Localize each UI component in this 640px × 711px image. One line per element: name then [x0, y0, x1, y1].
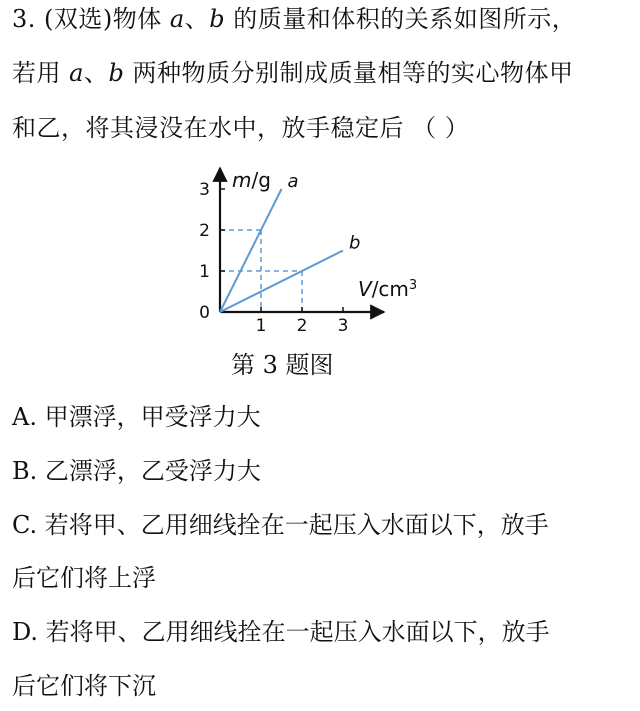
- question-text: 的质量和体积的关系如图所示，: [233, 5, 577, 33]
- origin-label: 0: [199, 303, 210, 323]
- figure-caption: 第 3 题图: [231, 351, 334, 379]
- option-b[interactable]: B. 乙漂浮，乙受浮力大: [12, 457, 261, 485]
- series-line-a: [220, 189, 282, 312]
- series-line-b: [220, 251, 343, 313]
- option-a[interactable]: A. 甲漂浮，甲受浮力大: [12, 403, 261, 431]
- substance-a-label: a: [169, 5, 185, 33]
- question-stem-line-3: 和乙，将其浸没在水中，放手稳定后 （ ）: [12, 114, 470, 142]
- mass-volume-chart: [190, 160, 440, 340]
- y-axis-variable: m: [232, 168, 252, 192]
- series-label-b: b: [349, 232, 361, 254]
- option-c[interactable]: C. 若将甲、乙用细线拴在一起压入水面以下，放手: [12, 511, 549, 539]
- option-c-continuation[interactable]: 后它们将上浮: [12, 564, 156, 592]
- separator: 、: [83, 59, 109, 87]
- question-text: 物体: [112, 5, 162, 33]
- substance-b-label: b: [209, 5, 226, 33]
- x-axis-unit: /cm: [371, 277, 409, 301]
- x-axis-label: [358, 277, 417, 301]
- question-text: 两种物质分别制成质量相等的实心物体甲: [132, 59, 574, 87]
- question-stem-line-1: [12, 4, 576, 34]
- option-d[interactable]: D. 若将甲、乙用细线拴在一起压入水面以下，放手: [12, 618, 550, 646]
- separator: 、: [184, 5, 210, 33]
- y-tick-label-3: 3: [199, 180, 210, 200]
- y-tick-label-2: 2: [199, 221, 210, 241]
- question-stem-line-2: [12, 58, 573, 88]
- question-type: (双选): [44, 5, 113, 33]
- option-d-continuation[interactable]: 后它们将下沉: [12, 672, 156, 700]
- mass-volume-figure: [190, 160, 440, 340]
- x-axis-unit-superscript: 3: [408, 277, 418, 293]
- series-label-a: a: [287, 171, 299, 192]
- question-text: 若用: [12, 59, 61, 87]
- chart-layer: [199, 168, 384, 336]
- x-tick-label-1: 1: [255, 316, 267, 336]
- substance-b-label: b: [108, 59, 125, 87]
- question-number: 3.: [12, 5, 36, 33]
- y-tick-label-1: 1: [199, 262, 210, 282]
- substance-a-label: a: [69, 59, 84, 87]
- y-axis-unit: /g: [251, 168, 271, 192]
- x-tick-label-2: 2: [296, 316, 308, 336]
- x-tick-label-3: 3: [337, 316, 349, 336]
- x-axis-variable: V: [358, 277, 372, 301]
- y-axis-label: [232, 168, 271, 192]
